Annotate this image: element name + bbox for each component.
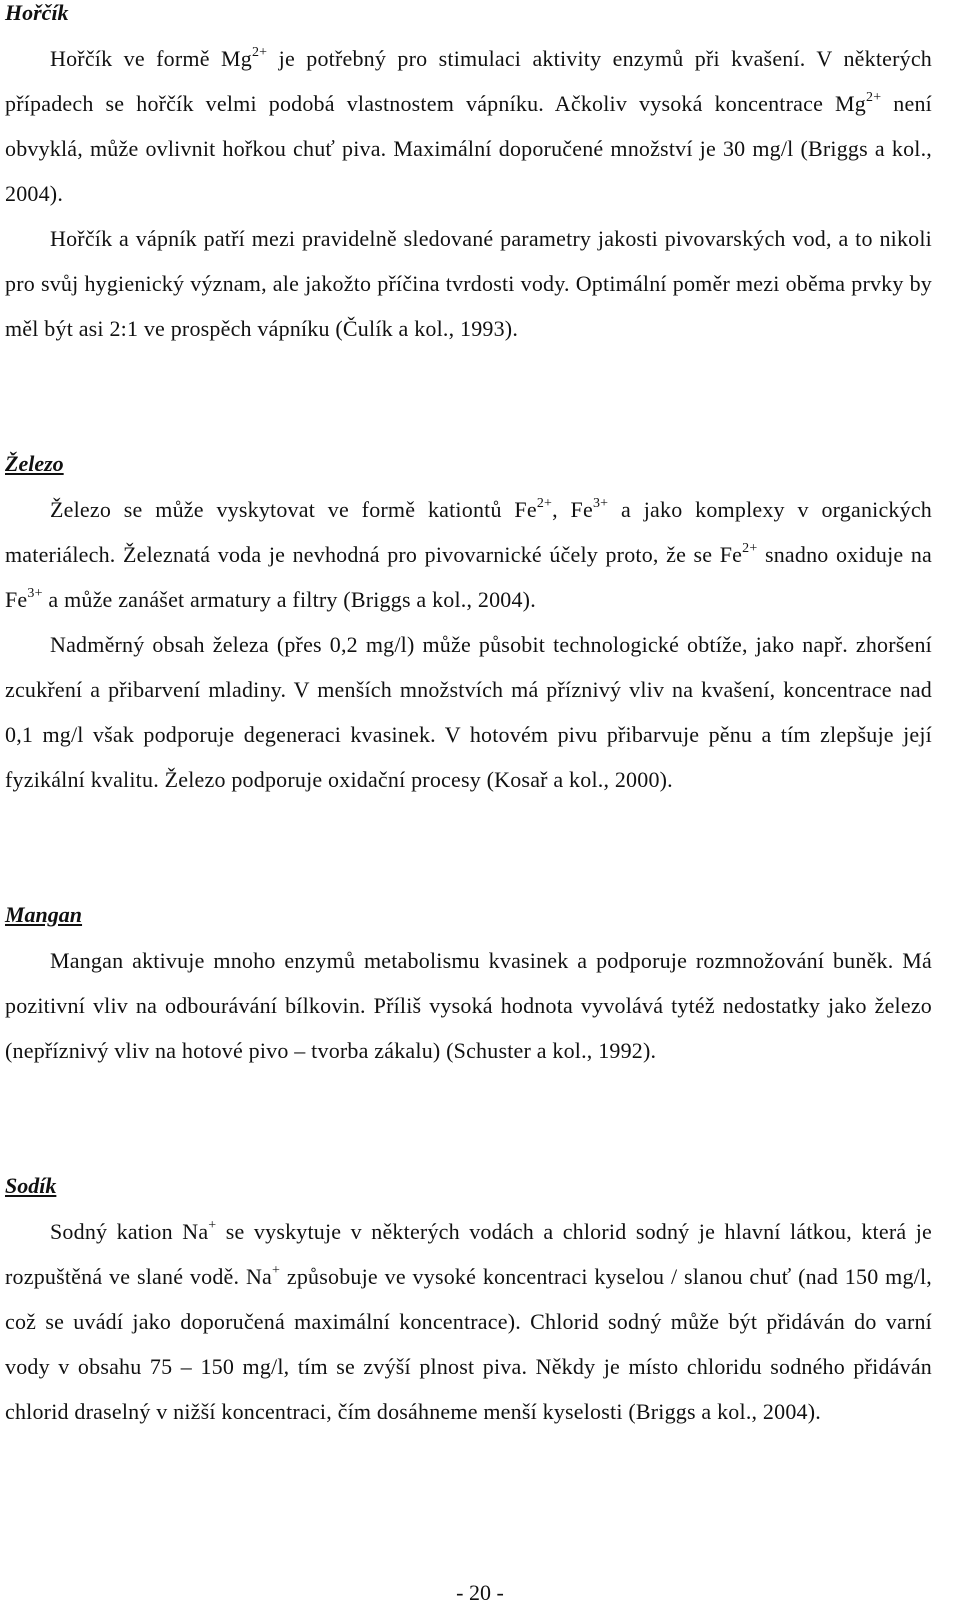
superscript: 3+ (592, 495, 609, 511)
paragraph: Mangan aktivuje mnoho enzymů metabolismu kvasinek a podporuje rozmnožování buněk. Má pozitivní vliv na odbourávání bílkovin. Příliš vysoká hodnota vyvolává tytéž nedostatky jako železo (nepříznivý vliv na hotové pivo – tvorba zákalu) (Schuster a kol., 1992). (5, 948, 932, 1063)
section-iron (5, 449, 932, 802)
paragraph: Hořčík a vápník patří mezi pravidelně sledované parametry jakosti pivovarských vod, a to nikoli pro svůj hygienický význam, ale jakožto příčina tvrdosti vody. Optimální poměr mezi oběma prvky by měl být asi 2:1 ve prospěch vápníku (Čulík a kol., 1993). (5, 226, 932, 341)
section-heading: Mangan (5, 902, 83, 927)
superscript: 2+ (866, 89, 882, 105)
text-run: a jako komplexy v organických materiálech. Železnatá voda je nevhodná pro pivovarnické účely proto, že se Fe (5, 497, 932, 567)
paragraph (5, 487, 932, 622)
paragraph (5, 1209, 932, 1434)
section-heading: Sodík (5, 1173, 57, 1198)
superscript: 2+ (536, 495, 553, 511)
superscript: 2+ (251, 44, 268, 60)
section-magnesium (5, 0, 932, 351)
text-run: se vyskytuje v některých vodách a chlorid sodný je hlavní látkou, která je rozpuštěná ve slané vodě. Na (5, 1219, 932, 1289)
superscript: + (272, 1262, 281, 1278)
paragraph: Nadměrný obsah železa (přes 0,2 mg/l) může působit technologické obtíže, jako např. zhoršení zcukření a přibarvení mladiny. V menších množstvích má příznivý vliv na kvašení, koncentrace nad 0,1 mg/l však podporuje degeneraci kvasinek. V hotovém pivu přibarvuje pěnu a tím zlepšuje její fyzikální kvalitu. Železo podporuje oxidační procesy (Kosař a kol., 2000). (5, 632, 932, 792)
text-run: není obvyklá, může ovlivnit hořkou chuť piva. Maximální doporučené množství je 30 mg/l (Briggs a kol., 2004). (5, 91, 932, 206)
text-run: snadno oxiduje na Fe (5, 542, 933, 612)
section-manganese (5, 900, 932, 1073)
text-run: a může zanášet armatury a filtry (Briggs a kol., 2004). (42, 587, 536, 612)
page-number: - 20 - (456, 1580, 504, 1605)
text-run: je potřebný pro stimulaci aktivity enzymů při kvašení. V některých případech se hořčík velmi podobá vlastnostem vápníku. Ačkoliv vysoká koncentrace Mg (5, 46, 933, 116)
section-heading: Hořčík (5, 0, 69, 25)
paragraph (5, 36, 932, 216)
superscript: 2+ (742, 540, 758, 556)
superscript: + (208, 1217, 217, 1233)
text-run: , Fe (552, 497, 593, 522)
section-heading: Železo (5, 451, 64, 476)
text-run: způsobuje ve vysoké koncentraci kyselou / slanou chuť (nad 150 mg/l, což se uvádí jako doporučená maximální koncentrace). Chlorid sodný může být přidáván do varní vody v obsahu 75 – 150 mg/l, tím se zvýší plnost piva. Někdy je místo chloridu sodného přidáván chlorid draselný v nižší koncentraci, čím dosáhneme menší kyselosti (Briggs a kol., 2004). (5, 1264, 932, 1424)
text-run: Sodný kation Na (50, 1219, 209, 1244)
text-run: Hořčík ve formě Mg (50, 46, 252, 71)
text-run: Železo se může vyskytovat ve formě kationtů Fe (50, 497, 537, 522)
section-sodium (5, 1171, 932, 1434)
superscript: 3+ (27, 585, 43, 601)
